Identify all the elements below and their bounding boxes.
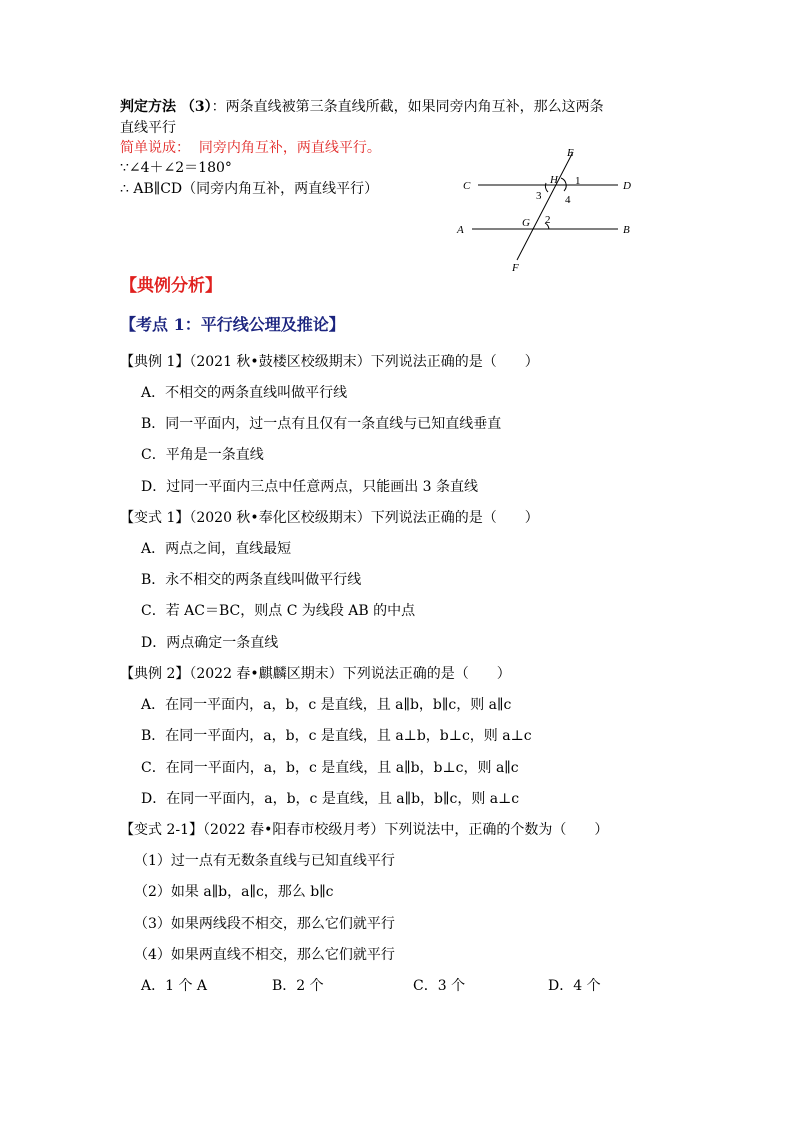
therefore-line: ∴ AB∥CD（同旁内角互补，两直线平行） xyxy=(120,181,379,197)
method-label: 判定方法 （3） xyxy=(120,99,212,115)
q1-stem: 【典例 1】（2021 秋•鼓楼区校级期末）下列说法正确的是（ ） xyxy=(120,354,539,370)
q1-option-a: A．不相交的两条直线叫做平行线 xyxy=(141,385,348,401)
parallel-lines-figure xyxy=(450,140,650,275)
q2-option-a: A．在同一平面内，a，b，c 是直线，且 a∥b，b∥c，则 a∥c xyxy=(141,697,512,713)
q2-option-b: B．在同一平面内，a，b，c 是直线，且 a⊥b，b⊥c，则 a⊥c xyxy=(141,728,532,744)
v1-option-c: C．若 AC＝BC，则点 C 为线段 AB 的中点 xyxy=(141,603,416,619)
v21-statement-1: （1）过一点有无数条直线与已知直线平行 xyxy=(134,853,395,869)
angle-4: 4 xyxy=(565,194,571,206)
label-E: E xyxy=(567,147,574,159)
q2-stem: 【典例 2】（2022 春•麒麟区期末）下列说法正确的是（ ） xyxy=(120,666,511,682)
kaodian-title: 【考点 1：平行线公理及推论】 xyxy=(120,315,345,334)
brief-text: 同旁内角互补，两直线平行。 xyxy=(198,140,381,156)
method-text: ：两条直线被第三条直线所截，如果同旁内角互补，那么这两条 xyxy=(211,99,604,115)
v21-statement-3: （3）如果两线段不相交，那么它们就平行 xyxy=(134,916,395,932)
v21-stem: 【变式 2-1】（2022 春•阳春市校级月考）下列说法中，正确的个数为（ ） xyxy=(120,822,609,838)
v21-option-b: B．2 个 xyxy=(272,978,324,994)
v21-option-c: C．3 个 xyxy=(413,978,466,994)
label-D: D xyxy=(623,180,631,192)
v21-statement-4: （4）如果两直线不相交，那么它们就平行 xyxy=(134,947,395,963)
q2-option-d: D．在同一平面内，a，b，c 是直线，且 a∥b，b∥c，则 a⊥c xyxy=(141,791,520,807)
brief-label: 简单说成： xyxy=(120,140,190,156)
method-text-2: 直线平行 xyxy=(120,120,176,136)
v1-option-a: A．两点之间，直线最短 xyxy=(141,541,292,557)
section-header: 【典例分析】 xyxy=(120,276,222,296)
label-A: A xyxy=(457,224,464,236)
label-H: H xyxy=(550,174,558,186)
v1-option-b: B．永不相交的两条直线叫做平行线 xyxy=(141,572,362,588)
q1-option-d: D．过同一平面内三点中任意两点，只能画出 3 条直线 xyxy=(141,479,479,495)
v21-option-d: D．4 个 xyxy=(548,978,601,994)
q1-option-c: C．平角是一条直线 xyxy=(141,447,264,463)
method-brief xyxy=(120,138,381,158)
v1-option-d: D．两点确定一条直线 xyxy=(141,635,279,651)
v21-statement-2: （2）如果 a∥b，a∥c，那么 b∥c xyxy=(134,884,334,900)
angle-1: 1 xyxy=(575,175,581,187)
label-C: C xyxy=(463,180,471,192)
q1-option-b: B．同一平面内，过一点有且仅有一条直线与已知直线垂直 xyxy=(141,416,502,432)
v21-option-a: A．1 个 A xyxy=(141,978,208,994)
angle-3: 3 xyxy=(536,190,542,202)
label-B: B xyxy=(623,224,630,236)
label-G: G xyxy=(522,217,530,229)
q2-option-c: C．在同一平面内，a，b，c 是直线，且 a∥b，b⊥c，则 a∥c xyxy=(141,760,519,776)
label-F: F xyxy=(512,262,519,274)
v1-stem: 【变式 1】（2020 秋•奉化区校级期末）下列说法正确的是（ ） xyxy=(120,510,539,526)
because-line: ∵∠4＋∠2＝180° xyxy=(120,160,232,176)
method-line-1 xyxy=(120,97,604,117)
angle-2: 2 xyxy=(545,214,551,226)
